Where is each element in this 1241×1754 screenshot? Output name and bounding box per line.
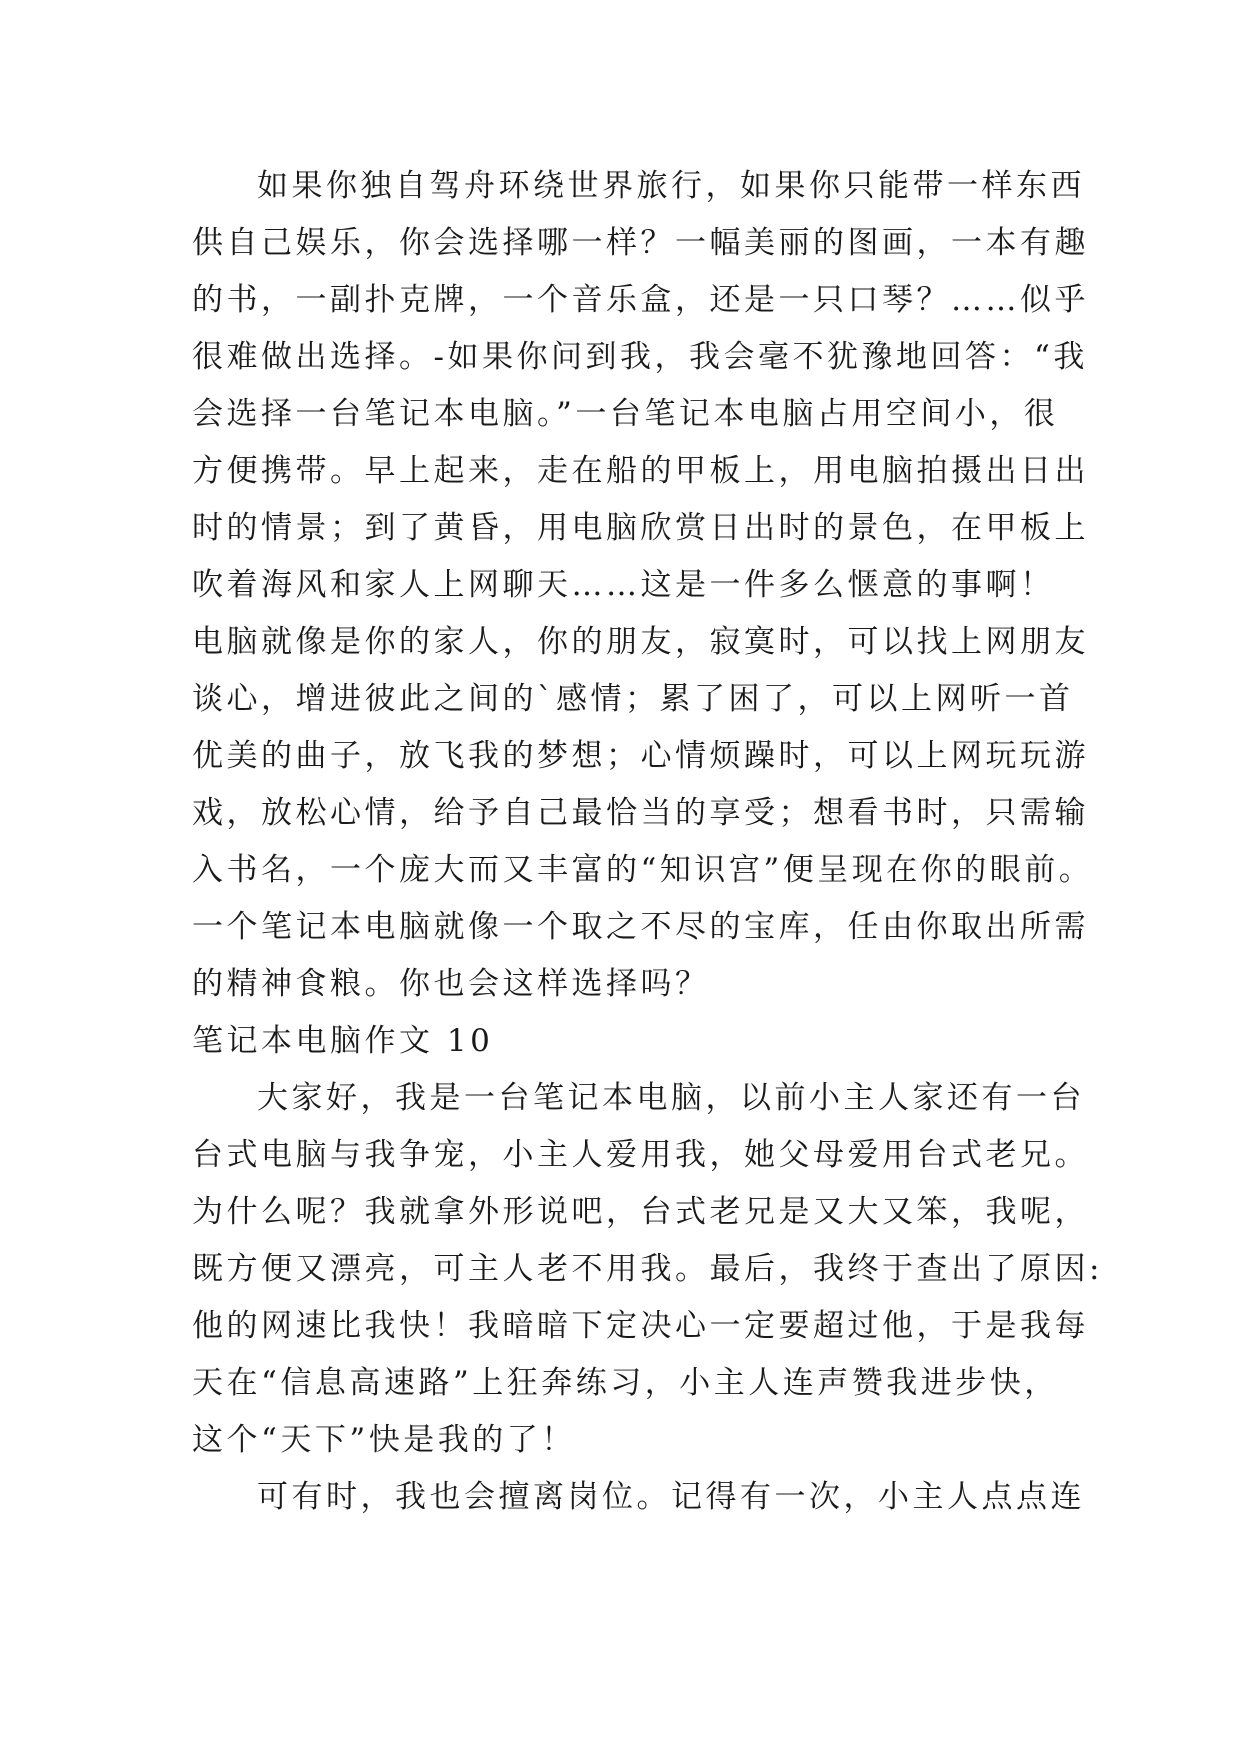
paragraph-line: 吹着海风和家人上网聊天……这是一件多么惬意的事啊！	[192, 567, 1055, 603]
paragraph-line: 既方便又漂亮，可主人老不用我。最后，我终于查出了原因:	[192, 1251, 1103, 1287]
paragraph-line: 时的情景；到了黄昏，用电脑欣赏日出时的景色，在甲板上	[192, 510, 1089, 546]
paragraph-line: 为什么呢？我就拿外形说吧，台式老兄是又大又笨，我呢，	[192, 1194, 1089, 1230]
paragraph-line: 的书，一副扑克牌，一个音乐盒，还是一只口琴？……似乎	[192, 282, 1089, 318]
paragraph-line: 的精神食粮。你也会这样选择吗？	[192, 966, 710, 1002]
paragraph-line: 大家好，我是一台笔记本电脑，以前小主人家还有一台	[257, 1080, 1085, 1116]
section-heading: 笔记本电脑作文 10	[192, 1023, 494, 1059]
paragraph-line: 这个“天下”快是我的了！	[192, 1422, 576, 1458]
paragraph-line: 谈心，增进彼此之间的`感情；累了困了，可以上网听一首	[192, 681, 1074, 717]
paragraph-line: 天在“信息高速路”上狂奔练习，小主人连声赞我进步快，	[192, 1365, 1059, 1401]
paragraph-line: 供自己娱乐，你会选择哪一样？一幅美丽的图画，一本有趣	[192, 225, 1089, 261]
paragraph-line: 台式电脑与我争宠，小主人爱用我，她父母爱用台式老兄。	[192, 1137, 1089, 1173]
paragraph-line: 优美的曲子，放飞我的梦想；心情烦躁时，可以上网玩玩游	[192, 738, 1089, 774]
paragraph-line: 戏，放松心情，给予自己最恰当的享受；想看书时，只需输	[192, 795, 1089, 831]
paragraph-line: 可有时，我也会擅离岗位。记得有一次，小主人点点连	[257, 1479, 1085, 1515]
paragraph-line: 如果你独自驾舟环绕世界旅行，如果你只能带一样东西	[257, 168, 1085, 204]
paragraph-line: 方便携带。早上起来，走在船的甲板上，用电脑拍摄出日出	[192, 453, 1089, 489]
paragraph-line: 会选择一台笔记本电脑。”一台笔记本电脑占用空间小，很	[192, 396, 1059, 432]
paragraph-line: 很难做出选择。-如果你问到我，我会毫不犹豫地回答：“我	[192, 339, 1088, 375]
paragraph-line: 电脑就像是你的家人，你的朋友，寂寞时，可以找上网朋友	[192, 624, 1089, 660]
paragraph-line: 他的网速比我快！我暗暗下定决心一定要超过他，于是我每	[192, 1308, 1089, 1344]
paragraph-line: 入书名，一个庞大而又丰富的“知识宫”便呈现在你的眼前。	[192, 852, 1094, 888]
paragraph-line: 一个笔记本电脑就像一个取之不尽的宝库，任由你取出所需	[192, 909, 1089, 945]
